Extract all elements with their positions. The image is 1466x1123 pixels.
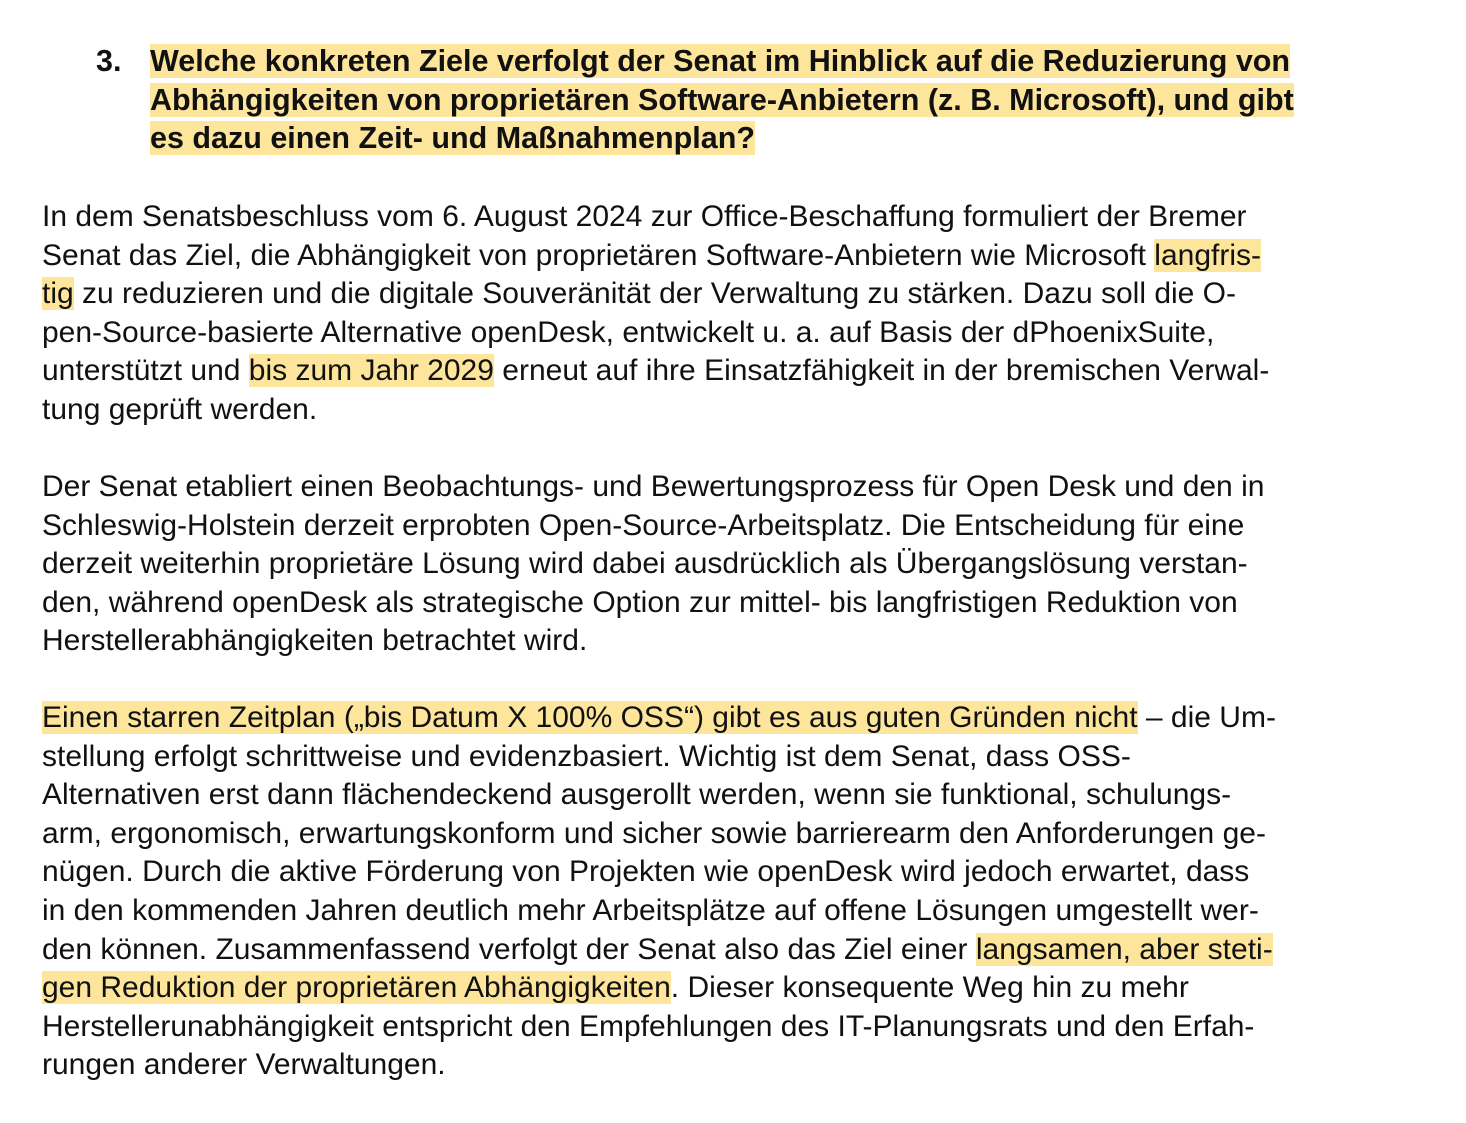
paragraph-1-line xyxy=(42,275,1236,314)
text-run: nügen. Durch die aktive Förderung von Projekten wie openDesk wird jedoch erwartet, dass xyxy=(42,855,1250,889)
text-run: pen-Source-basierte Alternative openDesk, entwickelt u. a. auf Basis der dPhoenixSuite, xyxy=(42,315,1215,349)
text-run: Alternativen erst dann flächendeckend ausgerollt werden, wenn sie funktional, schulungs- xyxy=(42,778,1232,812)
highlighted-text-run: bis zum Jahr 2029 xyxy=(248,354,494,388)
text-run: derzeit weiterhin proprietäre Lösung wird dabei ausdrücklich als Übergangslösung verstan- xyxy=(42,547,1248,581)
text-run: stellung erfolgt schrittweise und evidenzbasiert. Wichtig ist dem Senat, dass OSS- xyxy=(42,739,1131,773)
paragraph-2-line xyxy=(42,545,1248,584)
text-run: Senat das Ziel, die Abhängigkeit von proprietären Software-Anbietern wie Microsoft xyxy=(42,238,1155,272)
paragraph-2-line xyxy=(42,584,1238,623)
paragraph-3-line xyxy=(42,853,1249,892)
highlighted-text-run: gen Reduktion der proprietären Abhängigkeiten xyxy=(42,971,671,1005)
text-run: – die Um- xyxy=(1137,701,1276,734)
text-run: Der Senat etabliert einen Beobachtungs- und Bewertungsprozess für Open Desk und den in xyxy=(42,470,1265,503)
text-run: In dem Senatsbeschluss vom 6. August 2024 zur Office-Beschaffung formuliert der Bremer xyxy=(42,200,1247,233)
text-run: Herstellerabhängigkeiten betrachtet wird. xyxy=(42,624,588,658)
paragraph-1-line xyxy=(42,352,1269,391)
text-run: in den kommenden Jahren deutlich mehr Arbeitsplätze auf offene Lösungen umgestellt wer- xyxy=(42,894,1259,927)
text-run: arm, ergonomisch, erwartungskonform und sicher sowie barrierearm den Anforderungen ge- xyxy=(42,816,1266,850)
text-run: rungen anderer Verwaltungen. xyxy=(42,1048,446,1082)
text-run: Schleswig-Holstein derzeit erprobten Open-Source-Arbeitsplatz. Die Entscheidung für eine xyxy=(42,508,1245,542)
paragraph-3-line xyxy=(42,892,1259,931)
paragraph-1-line xyxy=(42,237,1261,276)
question-line xyxy=(150,119,1420,158)
question-text xyxy=(150,42,1420,158)
question-line xyxy=(150,42,1420,81)
highlighted-text-run: tig xyxy=(42,277,74,311)
paragraph-1-line xyxy=(42,391,317,430)
paragraph-2-line xyxy=(42,468,1264,507)
paragraph-3-line xyxy=(42,1046,446,1085)
paragraph-3-line xyxy=(42,699,1276,738)
text-run: zu reduzieren und die digitale Souveränität der Verwaltung zu stärken. Dazu soll die O- xyxy=(73,277,1237,311)
text-run: den, während openDesk als strategische Option zur mittel- bis langfristigen Reduktion von xyxy=(42,585,1238,619)
highlighted-text-run: Einen starren Zeitplan („bis Datum X 100% OSS“) gibt es aus guten Gründen nicht xyxy=(42,701,1138,734)
paragraph-3-line xyxy=(42,815,1266,854)
text-run: erneut auf ihre Einsatzfähigkeit in der bremischen Verwal- xyxy=(493,354,1270,388)
highlighted-text-run: langfris- xyxy=(1154,238,1261,272)
text-run: tung geprüft werden. xyxy=(42,393,318,426)
text-run: den können. Zusammenfassend verfolgt der Senat also das Ziel einer xyxy=(42,932,976,966)
paragraph-3-line xyxy=(42,776,1231,815)
question-highlight: es dazu einen Zeit- und Maßnahmenplan? xyxy=(150,121,755,155)
paragraph-3-line xyxy=(42,738,1131,777)
question-number: 3. xyxy=(96,44,122,78)
paragraph-1-line xyxy=(42,198,1247,237)
question-line xyxy=(150,81,1420,120)
paragraph-2-line xyxy=(42,622,587,661)
question-highlight: Abhängigkeiten von proprietären Software-Anbietern (z. B. Microsoft), und gibt xyxy=(150,82,1294,117)
paragraph-3-line xyxy=(42,1008,1254,1047)
text-run: unterstützt und xyxy=(42,354,249,388)
paragraph-3-line xyxy=(42,931,1273,970)
paragraph-3-line xyxy=(42,969,1189,1008)
paragraph-2-line xyxy=(42,507,1244,546)
question-highlight: Welche konkreten Ziele verfolgt der Senat im Hinblick auf die Reduzierung von xyxy=(150,44,1291,78)
text-run: . Dieser konsequente Weg hin zu mehr xyxy=(670,971,1189,1005)
paragraph-1-line xyxy=(42,314,1214,353)
highlighted-text-run: langsamen, aber steti- xyxy=(975,932,1273,966)
text-run: Herstellerunabhängigkeit entspricht den Empfehlungen des IT-Planungsrats und den Erfah- xyxy=(42,1009,1255,1043)
